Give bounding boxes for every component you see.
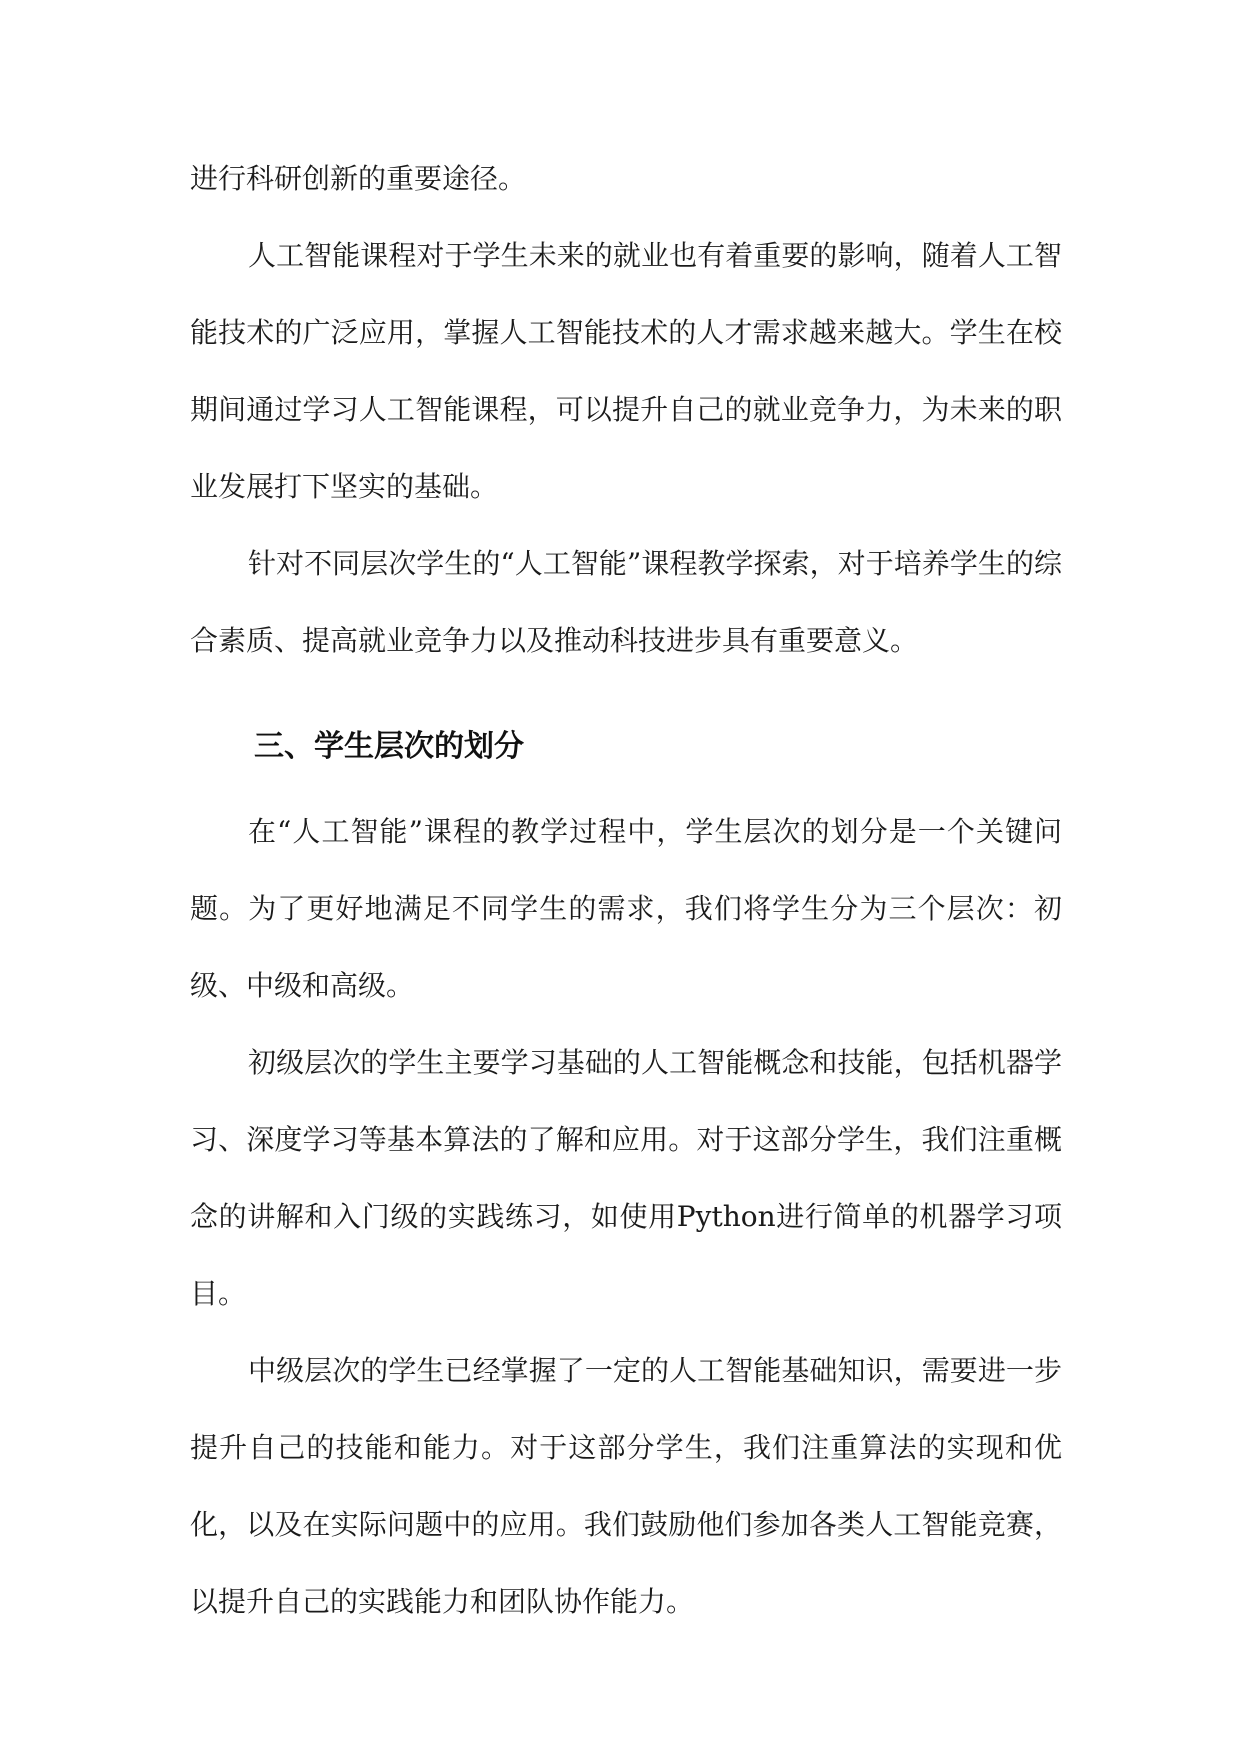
paragraph-level-division: 在“人工智能”课程的教学过程中，学生层次的划分是一个关键问题。为了更好地满足不同学生的需求，我们将学生分为三个层次：初级、中级和高级。 — [190, 815, 1062, 1002]
document-body — [190, 140, 1062, 1640]
paragraph-significance: 针对不同层次学生的“人工智能”课程教学探索，对于培养学生的综合素质、提高就业竞争力以及推动科技进步具有重要意义。 — [190, 547, 1062, 657]
paragraph-intermediate-level: 中级层次的学生已经掌握了一定的人工智能基础知识，需要进一步提升自己的技能和能力。对于这部分学生，我们注重算法的实现和优化，以及在实际问题中的应用。我们鼓励他们参加各类人工智能竞赛，以提升自己的实践能力和团队协作能力。 — [190, 1354, 1062, 1618]
paragraph-continuation: 进行科研创新的重要途径。 — [190, 162, 527, 195]
paragraph-employment-impact: 人工智能课程对于学生未来的就业也有着重要的影响，随着人工智能技术的广泛应用，掌握人工智能技术的人才需求越来越大。学生在校期间通过学习人工智能课程，可以提升自己的就业竞争力，为未来的职业发展打下坚实的基础。 — [190, 239, 1062, 503]
section-heading: 三、学生层次的划分 — [254, 729, 524, 764]
paragraph-beginner-level: 初级层次的学生主要学习基础的人工智能概念和技能，包括机器学习、深度学习等基本算法的了解和应用。对于这部分学生，我们注重概念的讲解和入门级的实践练习，如使用Python进行简单的机器学习项目。 — [190, 1046, 1062, 1310]
